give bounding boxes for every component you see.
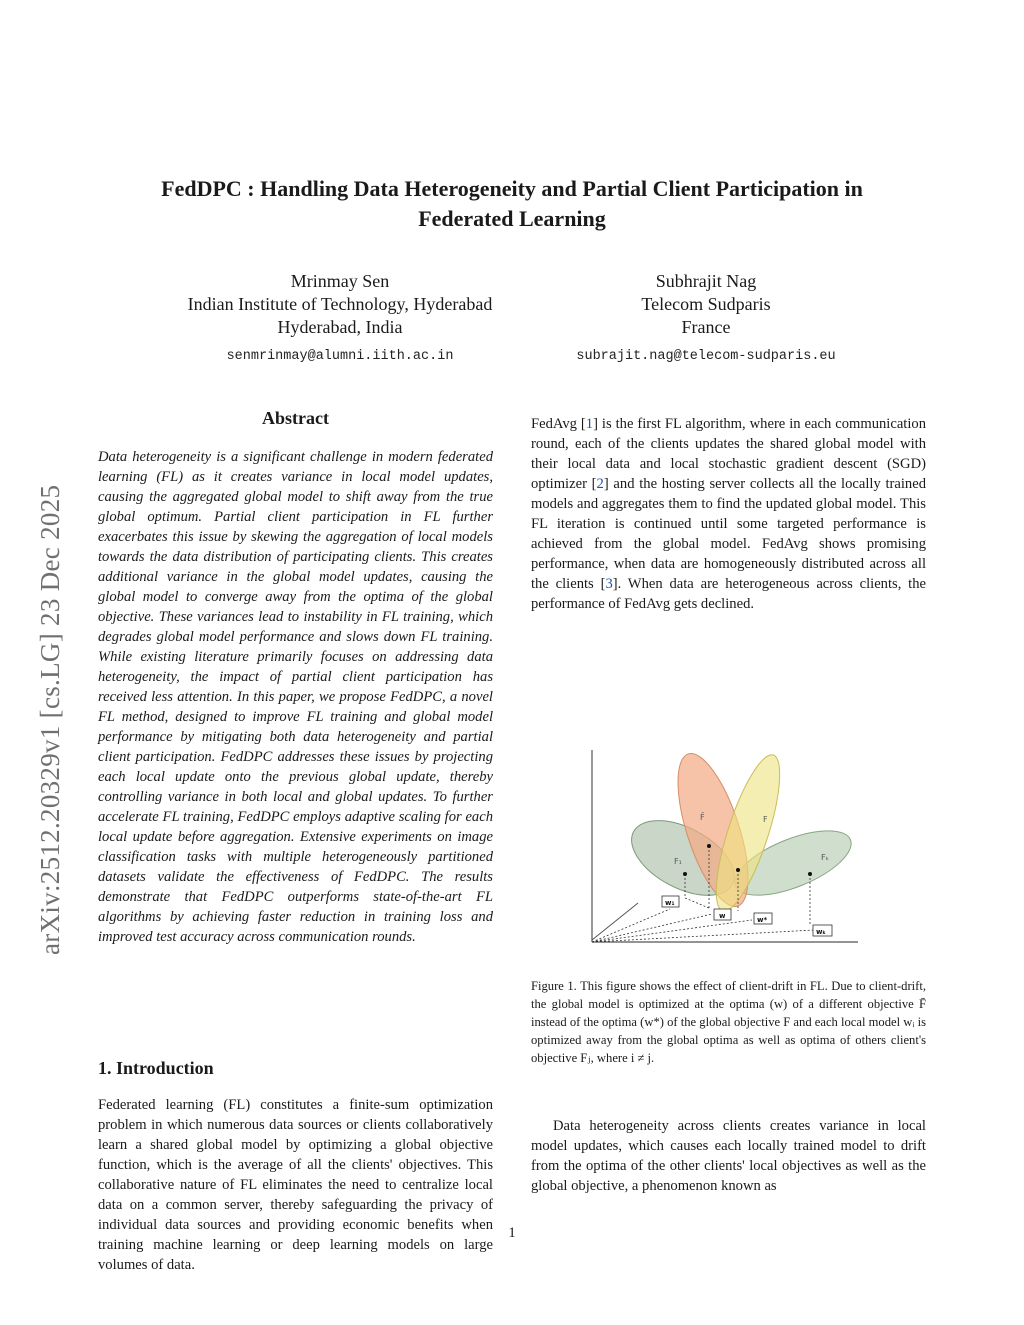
arxiv-stamp: arXiv:2512.20329v1 [cs.LG] 23 Dec 2025 xyxy=(35,484,65,955)
citation-link-3[interactable]: 3 xyxy=(605,576,613,592)
introduction-paragraph-2 xyxy=(531,1116,926,1196)
intro-fedavg-label: FedAvg xyxy=(531,416,577,432)
label-w1: w₁ xyxy=(665,899,675,907)
point-wstar-optima xyxy=(736,868,740,872)
origin-line xyxy=(592,903,638,940)
paper-title xyxy=(100,174,924,234)
introduction-paragraph-1-cont: FedAvg [1] is the first FL algorithm, where in each communication round, each of the clients updates the shared global model with their local data and local stochastic gradient descent (SGD) optimizer [2] and the hosting server collects all the locally trained models and aggregates them to find the updated global model. This FL iteration is continued until some targeted performance is achieved from the global model. FedAvg shows promising performance, when data are homogeneously distributed across all the clients [3]. When data are heterogeneous across clients, the performance of FedAvg gets declined. xyxy=(531,416,927,612)
point-wk-optima xyxy=(808,872,812,876)
figure-client-drift xyxy=(588,748,860,948)
label-w: w xyxy=(719,912,726,920)
title-line-2: Federated Learning xyxy=(418,206,606,231)
author-email[interactable]: senmrinmay@alumni.iith.ac.in xyxy=(226,349,454,364)
citation-link-2[interactable]: 2 xyxy=(596,476,604,492)
author-affiliation: Indian Institute of Technology, Hyderabad xyxy=(187,294,493,314)
point-w-optima xyxy=(707,844,711,848)
label-wk: wₖ xyxy=(816,928,826,936)
dash-origin-wk xyxy=(592,930,814,942)
author-location: Hyderabad, India xyxy=(277,317,403,337)
page-number: 1 xyxy=(508,1225,516,1241)
title-line-1: FedDPC : Handling Data Heterogeneity and Partial Client Participation in xyxy=(161,176,863,201)
dash-origin-wstar xyxy=(592,920,752,942)
intro-text-c: and the hosting server collects all the locally trained models and aggregates them to find the updated global model. This FL iteration is continued until some targeted performance is achieved from the global model. FedAvg shows promising performance, when data are homogeneously distributed across all the clients xyxy=(531,476,926,592)
intro-text-d: . When data are heterogeneous across clients, the performance of FedAvg gets declined. xyxy=(531,576,927,612)
label-fbar: F̄ xyxy=(700,813,705,822)
abstract-text: Data heterogeneity is a significant challenge in modern federated learning (FL) as it creates variance in local model updates, causing the aggregated global model to shift away from the true global optimum. Partial client participation in FL further exacerbates this issue by skewing the aggregation of local models towards the data distribution of participating clients. This creates additional variance in the global model updates, causing the global model to converge away from the optima of the global objective. These variances lead to instability in FL training, which degrades global model performance and slows down FL training. While existing literature primarily focuses on addressing data heterogeneity, the impact of partial client participation has received less attention. In this paper, we propose FedDPC, a novel FL method, designed to improve FL training and global model performance by mitigating both data heterogeneity and partial client participation. FedDPC addresses these issues by projecting each local update onto the previous global update, thereby controlling variance in both local and global updates. To further accelerate FL training, FedDPC employs adaptive scaling for each local update before aggregation. Extensive experiments on image classification tasks with multiple heterogeneously partitioned datasets validate the effectiveness of FedDPC. The results demonstrate that FedDPC outperforms state-of-the-art FL algorithms by achieving faster reduction in training loss and improved test accuracy across communication rounds. xyxy=(98,449,493,945)
author-block-1 xyxy=(130,270,550,368)
introduction-column-right xyxy=(531,414,926,614)
intro-text-b: is the first FL algorithm, where in each communication round, each of the clients updates the shared global model with their local data and local stochastic gradient descent (SGD) optimizer xyxy=(531,416,927,492)
point-w1-optima xyxy=(683,872,687,876)
author-name: Mrinmay Sen xyxy=(290,271,390,291)
introduction-heading: 1. Introduction xyxy=(98,1058,214,1078)
label-f1: F₁ xyxy=(674,857,682,866)
intro-text-part: Federated learning (FL) constitutes a finite-sum optimization problem in which numerous data sources or clients collaboratively learn a shared global model by optimizing a global objective function, which is the average of all the clients' objectives. This collaborative nature of FL eliminates the need to centralize local data on a common server, thereby safeguarding the privacy of individual data sources and providing economic benefits when training machine learning or deep learning models on large volumes of data. xyxy=(98,1097,493,1273)
client-drift-diagram xyxy=(588,748,860,948)
author-location: France xyxy=(681,317,731,337)
introduction-paragraph-1-start xyxy=(98,1095,493,1275)
abstract-heading: Abstract xyxy=(262,408,329,428)
dash-origin-w xyxy=(592,914,712,942)
label-f: F xyxy=(763,815,768,824)
abstract-section xyxy=(98,408,493,947)
intro-paragraph-2-text: Data heterogeneity across clients creates variance in local model updates, which causes each locally trained model to drift from the optima of the other clients' local objectives as well as the global objective, a phenomenon known as xyxy=(531,1118,926,1194)
label-wstar: w* xyxy=(757,916,768,924)
author-block-2 xyxy=(500,270,912,368)
label-fk: Fₖ xyxy=(821,853,830,862)
figure-caption: Figure 1. This figure shows the effect of client-drift in FL. Due to client-drift, the global model is optimized at the optima (w) of a different objective F̄ instead of the optima (w*) of the global objective F and each local model wᵢ is optimized away from the global optima as well as optima of others client's objective Fⱼ, where i ≠ j. xyxy=(531,979,926,1065)
introduction-column-left xyxy=(98,1095,493,1275)
dash-origin-w1 xyxy=(592,909,670,942)
author-name: Subhrajit Nag xyxy=(655,271,757,291)
dash-w1-w xyxy=(685,898,709,908)
author-affiliation: Telecom Sudparis xyxy=(641,294,771,314)
citation-link-1[interactable]: 1 xyxy=(585,416,594,432)
author-email[interactable]: subrajit.nag@telecom-sudparis.eu xyxy=(576,349,836,364)
